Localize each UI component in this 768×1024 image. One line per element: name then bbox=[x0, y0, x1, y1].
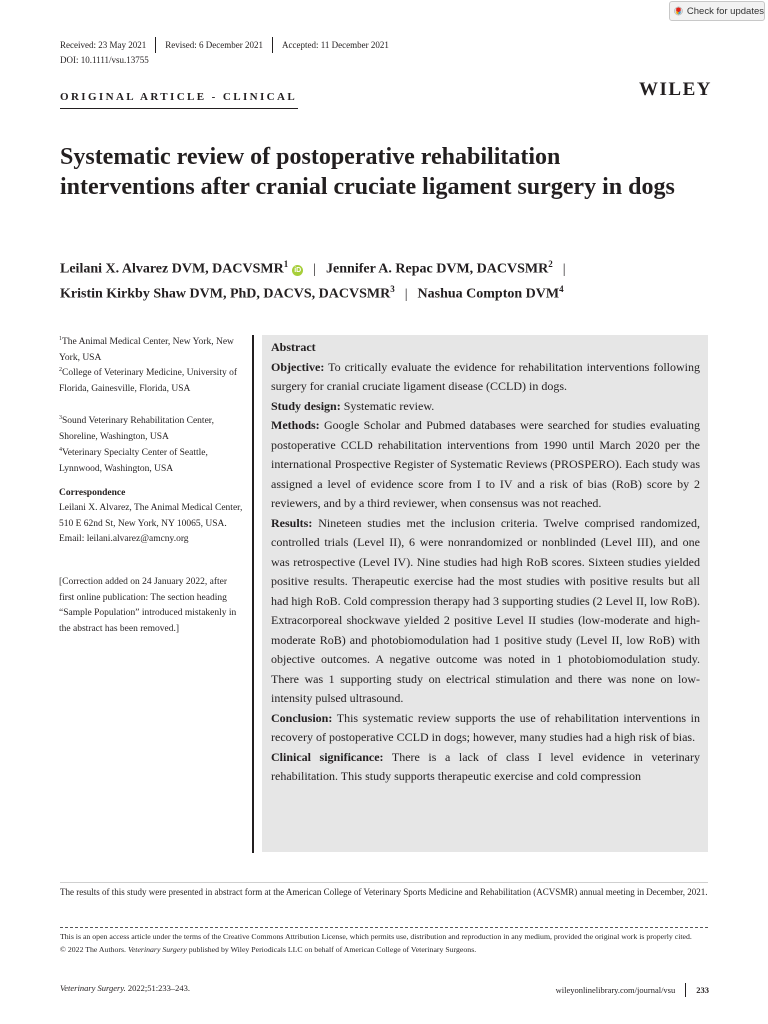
abstract-conclusion bbox=[271, 709, 700, 748]
copyright-line bbox=[60, 944, 708, 957]
presentation-footnote: The results of this study were presented in abstract form at the American College of Veterinary Sports Medicine and Rehabilitation (ACVSMR) annual meeting in December, 2021. bbox=[60, 887, 708, 897]
author-line-1 bbox=[60, 259, 576, 278]
article-title: Systematic review of postoperative rehabilitation interventions after cranial cruciate ligament surgery in dogs bbox=[60, 144, 675, 200]
affiliation-text: Veterinary Specialty Center of Seattle, Lynnwood, Washington, USA bbox=[59, 448, 208, 474]
author-name[interactable]: Leilani X. Alvarez DVM, DACVSMR bbox=[60, 261, 284, 277]
author-affiliation-ref: 1 bbox=[283, 259, 289, 269]
footnote-divider bbox=[60, 882, 708, 883]
article-category: ORIGINAL ARTICLE - CLINICAL bbox=[60, 91, 298, 103]
received-date: Received: 23 May 2021 bbox=[60, 40, 147, 50]
section-text: Google Scholar and Pubmed databases were searched for studies evaluating postoperative CCLD rehabilitation interventions from 1990 until March 2020 per the international Prospective Register of Systematic Reviews (PROSPERO). Each study was assigned a level of evidence score from I to IV and a risk of bias (RoB) score by 2 reviewers, and by a third reviewer, when consensus was not reached. bbox=[271, 418, 700, 510]
abstract-box bbox=[262, 335, 708, 852]
affiliation-number: 2 bbox=[59, 367, 62, 373]
affiliation-number: 4 bbox=[59, 447, 62, 453]
abstract-objective bbox=[271, 358, 700, 397]
license-text: This is an open access article under the terms of the Creative Commons Attribution License, which permits use, distribution and reproduction in any medium, provided the original work is properly cited. bbox=[60, 932, 692, 941]
accepted-date: Accepted: 11 December 2021 bbox=[281, 40, 389, 50]
check-for-updates-label: Check for updates bbox=[686, 5, 764, 17]
author-line-2 bbox=[60, 284, 564, 303]
doi[interactable]: DOI: 10.1111/vsu.13755 bbox=[60, 55, 149, 65]
citation-footer bbox=[60, 983, 190, 993]
page-footer bbox=[556, 983, 709, 997]
abstract-clinical-significance bbox=[271, 748, 700, 787]
author-separator: | bbox=[313, 261, 317, 277]
affiliation-3 bbox=[59, 411, 244, 445]
author-affiliation-ref: 4 bbox=[559, 284, 564, 294]
license-divider bbox=[60, 927, 708, 928]
check-for-updates-button[interactable] bbox=[669, 1, 765, 21]
section-label: Study design: bbox=[271, 398, 341, 413]
copyright-suffix: published by Wiley Periodicals LLC on behalf of American College of Veterinary Surgeons. bbox=[186, 944, 477, 954]
correspondence-address: Leilani X. Alvarez, The Animal Medical Center, 510 E 62nd St, New York, NY 10065, USA. bbox=[59, 503, 243, 529]
correspondence-email[interactable]: Email: leilani.alvarez@amcny.org bbox=[59, 534, 189, 544]
abstract-methods bbox=[271, 416, 700, 514]
section-text: Systematic review. bbox=[340, 398, 435, 413]
crossmark-icon bbox=[674, 4, 683, 18]
abstract-results bbox=[271, 514, 700, 709]
abstract-study-design bbox=[271, 397, 700, 417]
section-text: This systematic review supports the use of rehabilitation interventions in recovery of postoperative CCLD in dogs; however, many studies had a high risk of bias. bbox=[271, 710, 700, 744]
journal-url[interactable]: wileyonlinelibrary.com/journal/vsu bbox=[555, 985, 676, 995]
license-notice bbox=[60, 931, 708, 956]
footer-divider bbox=[685, 983, 686, 997]
section-label: Objective: bbox=[271, 359, 325, 374]
affiliation-4 bbox=[59, 443, 244, 477]
author-name[interactable]: Nashua Compton DVM bbox=[417, 286, 560, 302]
category-underline bbox=[60, 108, 298, 109]
revised-date: Revised: 6 December 2021 bbox=[165, 40, 263, 50]
copyright-prefix: © 2022 The Authors. bbox=[60, 944, 128, 954]
section-text: There is a lack of class I level evidence in veterinary rehabilitation. This study supports therapeutic exercise and cold compression bbox=[271, 749, 701, 783]
author-separator: | bbox=[404, 286, 408, 302]
abstract-heading: Abstract bbox=[271, 340, 316, 354]
affiliation-1 bbox=[59, 332, 244, 366]
affiliation-text: Sound Veterinary Rehabilitation Center, Shoreline, Washington, USA bbox=[59, 416, 214, 442]
journal-name: Veterinary Surgery. bbox=[60, 983, 126, 993]
date-divider bbox=[272, 37, 273, 53]
page-number: 233 bbox=[696, 985, 709, 995]
affiliation-number: 1 bbox=[59, 336, 62, 342]
author-affiliation-ref: 3 bbox=[390, 284, 395, 294]
affiliation-2 bbox=[59, 363, 244, 397]
correspondence-body bbox=[59, 501, 244, 548]
journal-name: Veterinary Surgery bbox=[127, 944, 187, 954]
correspondence-heading: Correspondence bbox=[59, 488, 126, 498]
date-divider bbox=[155, 37, 156, 53]
affiliation-number: 3 bbox=[59, 415, 62, 421]
orcid-icon[interactable]: iD bbox=[294, 266, 302, 274]
article-dates bbox=[60, 38, 389, 52]
author-name[interactable]: Jennifer A. Repac DVM, DACVSMR bbox=[326, 261, 549, 277]
author-separator: | bbox=[562, 261, 566, 277]
section-text: To critically evaluate the evidence for rehabilitation interventions following surgery for cranial cruciate ligament disease (CCLD) in dogs. bbox=[271, 359, 700, 393]
section-text: Nineteen studies met the inclusion criteria. Twelve comprised randomized, controlled trials (Level II), 6 were nonrandomized or nonblinded (Level III), and one was retrospective (Level IV). Nine studies had high RoB scores. Sixteen studies yielded positive results. Therapeutic exercise had the most studies with positive results but all had high RoB. Cold compression therapy had 3 supporting studies (2 Level II, low RoB). Extracorporeal shockwave yielded 2 positive Level II studies (low-moderate and high-moderate RoB) and photobiomodulation had 1 positive study (Level II, low RoB) with objective outcomes. A negative outcome was noted in 1 photobiomodulation study. There was 1 supporting study on electrical stimulation and there was none on low-intensity pulsed ultrasound. bbox=[271, 515, 700, 705]
section-label: Conclusion: bbox=[271, 710, 333, 725]
author-name[interactable]: Kristin Kirkby Shaw DVM, PhD, DACVS, DACVSMR bbox=[60, 286, 391, 302]
affiliation-text: College of Veterinary Medicine, University of Florida, Gainesville, Florida, USA bbox=[59, 368, 237, 394]
column-divider bbox=[252, 335, 254, 853]
affiliation-text: The Animal Medical Center, New York, New York, USA bbox=[59, 337, 234, 363]
correction-note: [Correction added on 24 January 2022, after first online publication: The section heading “Sample Population” introduced mistakenly in the abstract has been removed.] bbox=[59, 577, 237, 634]
section-label: Methods: bbox=[271, 418, 320, 432]
citation-text: 2022;51:233–243. bbox=[125, 983, 191, 993]
publisher-logo: WILEY bbox=[639, 79, 712, 100]
author-affiliation-ref: 2 bbox=[548, 259, 553, 269]
section-label: Results: bbox=[271, 515, 313, 530]
section-label: Clinical significance: bbox=[271, 749, 384, 764]
